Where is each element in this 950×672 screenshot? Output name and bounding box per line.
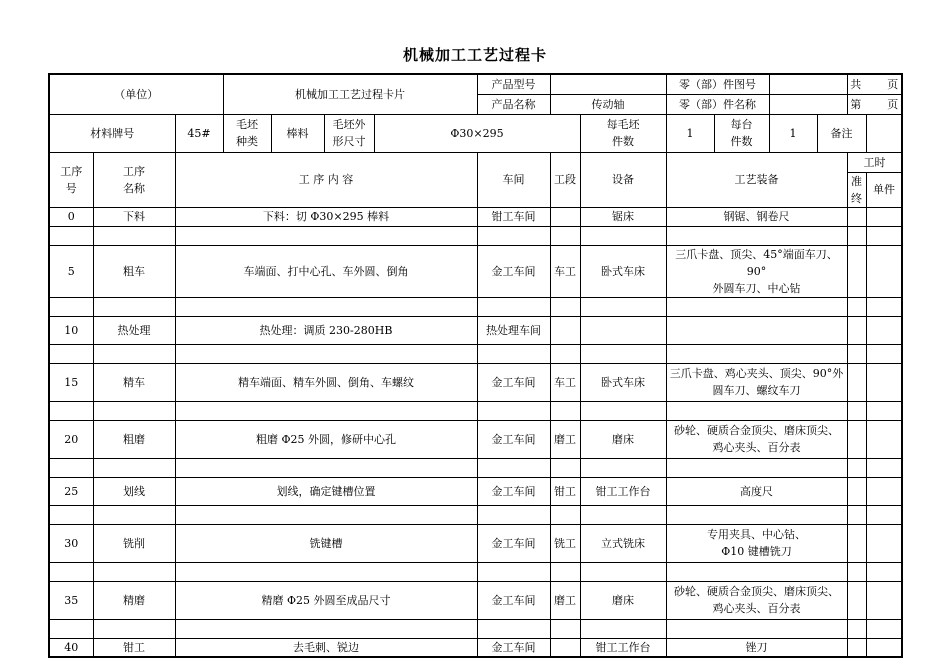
empty-cell (847, 297, 866, 316)
op-name: 粗磨 (93, 420, 175, 458)
op-equipment: 卧式车床 (580, 245, 666, 297)
op-section: 铣工 (550, 524, 580, 562)
empty-cell (666, 562, 847, 581)
op-tooling: 锉刀 (666, 638, 847, 657)
part-drawing-value (769, 74, 847, 94)
op-section (550, 207, 580, 226)
op-seq: 5 (49, 245, 93, 297)
op-unit-time (866, 245, 902, 297)
col-equipment-header: 设备 (580, 152, 666, 207)
empty-cell (175, 401, 477, 420)
blank-type-label: 毛坯 种类 (223, 114, 271, 152)
empty-cell (666, 505, 847, 524)
process-card-table (48, 73, 903, 658)
operation-row (49, 363, 902, 401)
remark-value (866, 114, 902, 152)
op-tooling: 三爪卡盘、鸡心夹头、顶尖、90°外 圆车刀、螺纹车刀 (666, 363, 847, 401)
empty-cell (477, 562, 550, 581)
empty-cell (49, 401, 93, 420)
op-unit-time (866, 363, 902, 401)
empty-cell (550, 505, 580, 524)
empty-cell (580, 505, 666, 524)
op-content: 粗磨 Φ25 外圆，修研中心孔 (175, 420, 477, 458)
empty-cell (580, 401, 666, 420)
op-content: 铣键槽 (175, 524, 477, 562)
total-unit: 页 (887, 77, 899, 91)
op-unit-time (866, 316, 902, 344)
empty-cell (93, 226, 175, 245)
empty-cell (477, 458, 550, 477)
op-name: 划线 (93, 477, 175, 505)
spacer-row (49, 562, 902, 581)
empty-cell (49, 297, 93, 316)
part-name-value (769, 94, 847, 114)
op-name: 精车 (93, 363, 175, 401)
op-section: 车工 (550, 245, 580, 297)
empty-cell (550, 458, 580, 477)
op-name: 粗车 (93, 245, 175, 297)
op-workshop: 金工车间 (477, 638, 550, 657)
op-tooling: 砂轮、硬质合金顶尖、磨床顶尖、 鸡心夹头、百分表 (666, 581, 847, 619)
empty-cell (175, 505, 477, 524)
empty-cell (666, 344, 847, 363)
op-content: 精磨 Φ25 外圆至成品尺寸 (175, 581, 477, 619)
op-prep-time (847, 316, 866, 344)
operation-row (49, 524, 902, 562)
operation-row (49, 245, 902, 297)
empty-cell (93, 562, 175, 581)
blank-per-value: 1 (666, 114, 714, 152)
op-equipment (580, 316, 666, 344)
empty-cell (175, 226, 477, 245)
empty-cell (550, 562, 580, 581)
blank-size-value: Φ30×295 (374, 114, 580, 152)
empty-cell (49, 458, 93, 477)
op-tooling: 专用夹具、中心钻、 Φ10 键槽铣刀 (666, 524, 847, 562)
empty-cell (477, 297, 550, 316)
operation-row (49, 638, 902, 657)
empty-cell (93, 297, 175, 316)
empty-cell (866, 458, 902, 477)
op-unit-time (866, 420, 902, 458)
empty-cell (49, 619, 93, 638)
operation-row (49, 477, 902, 505)
operation-row (49, 581, 902, 619)
op-section (550, 316, 580, 344)
op-workshop: 金工车间 (477, 524, 550, 562)
op-seq: 10 (49, 316, 93, 344)
op-seq: 40 (49, 638, 93, 657)
op-unit-time (866, 524, 902, 562)
op-name: 钳工 (93, 638, 175, 657)
empty-cell (666, 401, 847, 420)
empty-cell (666, 619, 847, 638)
empty-cell (93, 401, 175, 420)
op-content: 下料：切 Φ30×295 棒料 (175, 207, 477, 226)
total-pages-cell (847, 74, 902, 94)
empty-cell (666, 226, 847, 245)
spacer-row (49, 297, 902, 316)
empty-cell (847, 226, 866, 245)
empty-cell (477, 226, 550, 245)
part-name-label: 零（部）件名称 (666, 94, 769, 114)
product-name-label: 产品名称 (477, 94, 550, 114)
empty-cell (580, 297, 666, 316)
op-prep-time (847, 477, 866, 505)
op-equipment: 立式铣床 (580, 524, 666, 562)
operation-row (49, 316, 902, 344)
empty-cell (175, 458, 477, 477)
operation-row (49, 420, 902, 458)
col-seq-header: 工序 号 (49, 152, 93, 207)
op-equipment: 锯床 (580, 207, 666, 226)
empty-cell (93, 619, 175, 638)
empty-cell (866, 401, 902, 420)
empty-cell (477, 619, 550, 638)
empty-cell (477, 401, 550, 420)
empty-cell (550, 344, 580, 363)
col-prep-header: 准终 (847, 172, 866, 207)
unit-cell: （单位） (49, 74, 223, 114)
empty-cell (49, 505, 93, 524)
op-seq: 20 (49, 420, 93, 458)
empty-cell (847, 344, 866, 363)
op-prep-time (847, 581, 866, 619)
remark-label: 备注 (817, 114, 866, 152)
empty-cell (175, 344, 477, 363)
op-prep-time (847, 524, 866, 562)
empty-cell (847, 619, 866, 638)
op-name: 精磨 (93, 581, 175, 619)
empty-cell (666, 458, 847, 477)
per-unit-label: 每台 件数 (714, 114, 769, 152)
op-seq: 35 (49, 581, 93, 619)
op-tooling (666, 316, 847, 344)
op-tooling: 钢锯、钢卷尺 (666, 207, 847, 226)
spacer-row (49, 226, 902, 245)
empty-cell (93, 505, 175, 524)
empty-cell (175, 562, 477, 581)
empty-cell (93, 344, 175, 363)
empty-cell (580, 458, 666, 477)
op-equipment: 钳工工作台 (580, 638, 666, 657)
spacer-row (49, 619, 902, 638)
col-name-header: 工序 名称 (93, 152, 175, 207)
op-seq: 25 (49, 477, 93, 505)
op-equipment: 卧式车床 (580, 363, 666, 401)
part-drawing-label: 零（部）件图号 (666, 74, 769, 94)
op-equipment: 磨床 (580, 581, 666, 619)
empty-cell (866, 562, 902, 581)
spacer-row (49, 458, 902, 477)
op-unit-time (866, 207, 902, 226)
col-section-header: 工段 (550, 152, 580, 207)
per-unit-value: 1 (769, 114, 817, 152)
op-section: 钳工 (550, 477, 580, 505)
op-name: 热处理 (93, 316, 175, 344)
empty-cell (550, 401, 580, 420)
empty-cell (866, 619, 902, 638)
empty-cell (49, 226, 93, 245)
product-name-value: 传动轴 (550, 94, 666, 114)
page-unit: 页 (887, 97, 899, 111)
empty-cell (666, 297, 847, 316)
empty-cell (477, 505, 550, 524)
empty-cell (477, 344, 550, 363)
op-workshop: 金工车间 (477, 245, 550, 297)
op-prep-time (847, 363, 866, 401)
op-workshop: 金工车间 (477, 581, 550, 619)
op-seq: 0 (49, 207, 93, 226)
spacer-row (49, 505, 902, 524)
op-workshop: 金工车间 (477, 363, 550, 401)
op-content: 去毛刺、锐边 (175, 638, 477, 657)
col-unit-header: 单件 (866, 172, 902, 207)
op-section: 磨工 (550, 420, 580, 458)
spacer-row (49, 344, 902, 363)
blank-type-value: 棒料 (271, 114, 324, 152)
empty-cell (580, 562, 666, 581)
op-section (550, 638, 580, 657)
op-seq: 30 (49, 524, 93, 562)
empty-cell (847, 562, 866, 581)
op-content: 划线，确定键槽位置 (175, 477, 477, 505)
op-workshop: 热处理车间 (477, 316, 550, 344)
op-workshop: 金工车间 (477, 420, 550, 458)
empty-cell (49, 344, 93, 363)
empty-cell (866, 297, 902, 316)
total-label: 共 (850, 77, 862, 91)
page-title: 机械加工工艺过程卡 (402, 46, 547, 64)
op-section: 磨工 (550, 581, 580, 619)
page-number-cell (847, 94, 902, 114)
empty-cell (847, 505, 866, 524)
op-prep-time (847, 638, 866, 657)
op-tooling: 三爪卡盘、顶尖、45°端面车刀、90° 外圆车刀、中心钻 (666, 245, 847, 297)
empty-cell (550, 226, 580, 245)
op-unit-time (866, 638, 902, 657)
op-name: 铣削 (93, 524, 175, 562)
empty-cell (580, 344, 666, 363)
empty-cell (847, 401, 866, 420)
col-tooling-header: 工艺装备 (666, 152, 847, 207)
op-name: 下料 (93, 207, 175, 226)
spacer-row (49, 401, 902, 420)
blank-size-label: 毛坯外 形尺寸 (324, 114, 374, 152)
op-seq: 15 (49, 363, 93, 401)
op-content: 车端面、打中心孔、车外圆、倒角 (175, 245, 477, 297)
page-label: 第 (850, 97, 862, 111)
op-equipment: 磨床 (580, 420, 666, 458)
empty-cell (866, 344, 902, 363)
op-equipment: 钳工工作台 (580, 477, 666, 505)
op-workshop: 钳工车间 (477, 207, 550, 226)
empty-cell (866, 505, 902, 524)
op-prep-time (847, 245, 866, 297)
op-unit-time (866, 581, 902, 619)
blank-per-label: 每毛坯 件数 (580, 114, 666, 152)
op-content: 精车端面、精车外圆、倒角、车螺纹 (175, 363, 477, 401)
card-name-cell: 机械加工工艺过程卡片 (223, 74, 477, 114)
op-section: 车工 (550, 363, 580, 401)
material-grade-label: 材料牌号 (49, 114, 175, 152)
col-content-header: 工 序 内 容 (175, 152, 477, 207)
op-workshop: 金工车间 (477, 477, 550, 505)
empty-cell (175, 619, 477, 638)
empty-cell (93, 458, 175, 477)
op-content: 热处理：调质 230-280HB (175, 316, 477, 344)
empty-cell (580, 226, 666, 245)
product-model-label: 产品型号 (477, 74, 550, 94)
col-workshop-header: 车间 (477, 152, 550, 207)
op-prep-time (847, 420, 866, 458)
empty-cell (550, 619, 580, 638)
empty-cell (580, 619, 666, 638)
op-tooling: 高度尺 (666, 477, 847, 505)
op-prep-time (847, 207, 866, 226)
empty-cell (847, 458, 866, 477)
product-model-value (550, 74, 666, 94)
empty-cell (49, 562, 93, 581)
material-grade-value: 45# (175, 114, 223, 152)
col-manhour-header: 工时 (847, 152, 902, 172)
empty-cell (866, 226, 902, 245)
op-unit-time (866, 477, 902, 505)
empty-cell (550, 297, 580, 316)
op-tooling: 砂轮、硬质合金顶尖、磨床顶尖、 鸡心夹头、百分表 (666, 420, 847, 458)
operation-row (49, 207, 902, 226)
empty-cell (175, 297, 477, 316)
